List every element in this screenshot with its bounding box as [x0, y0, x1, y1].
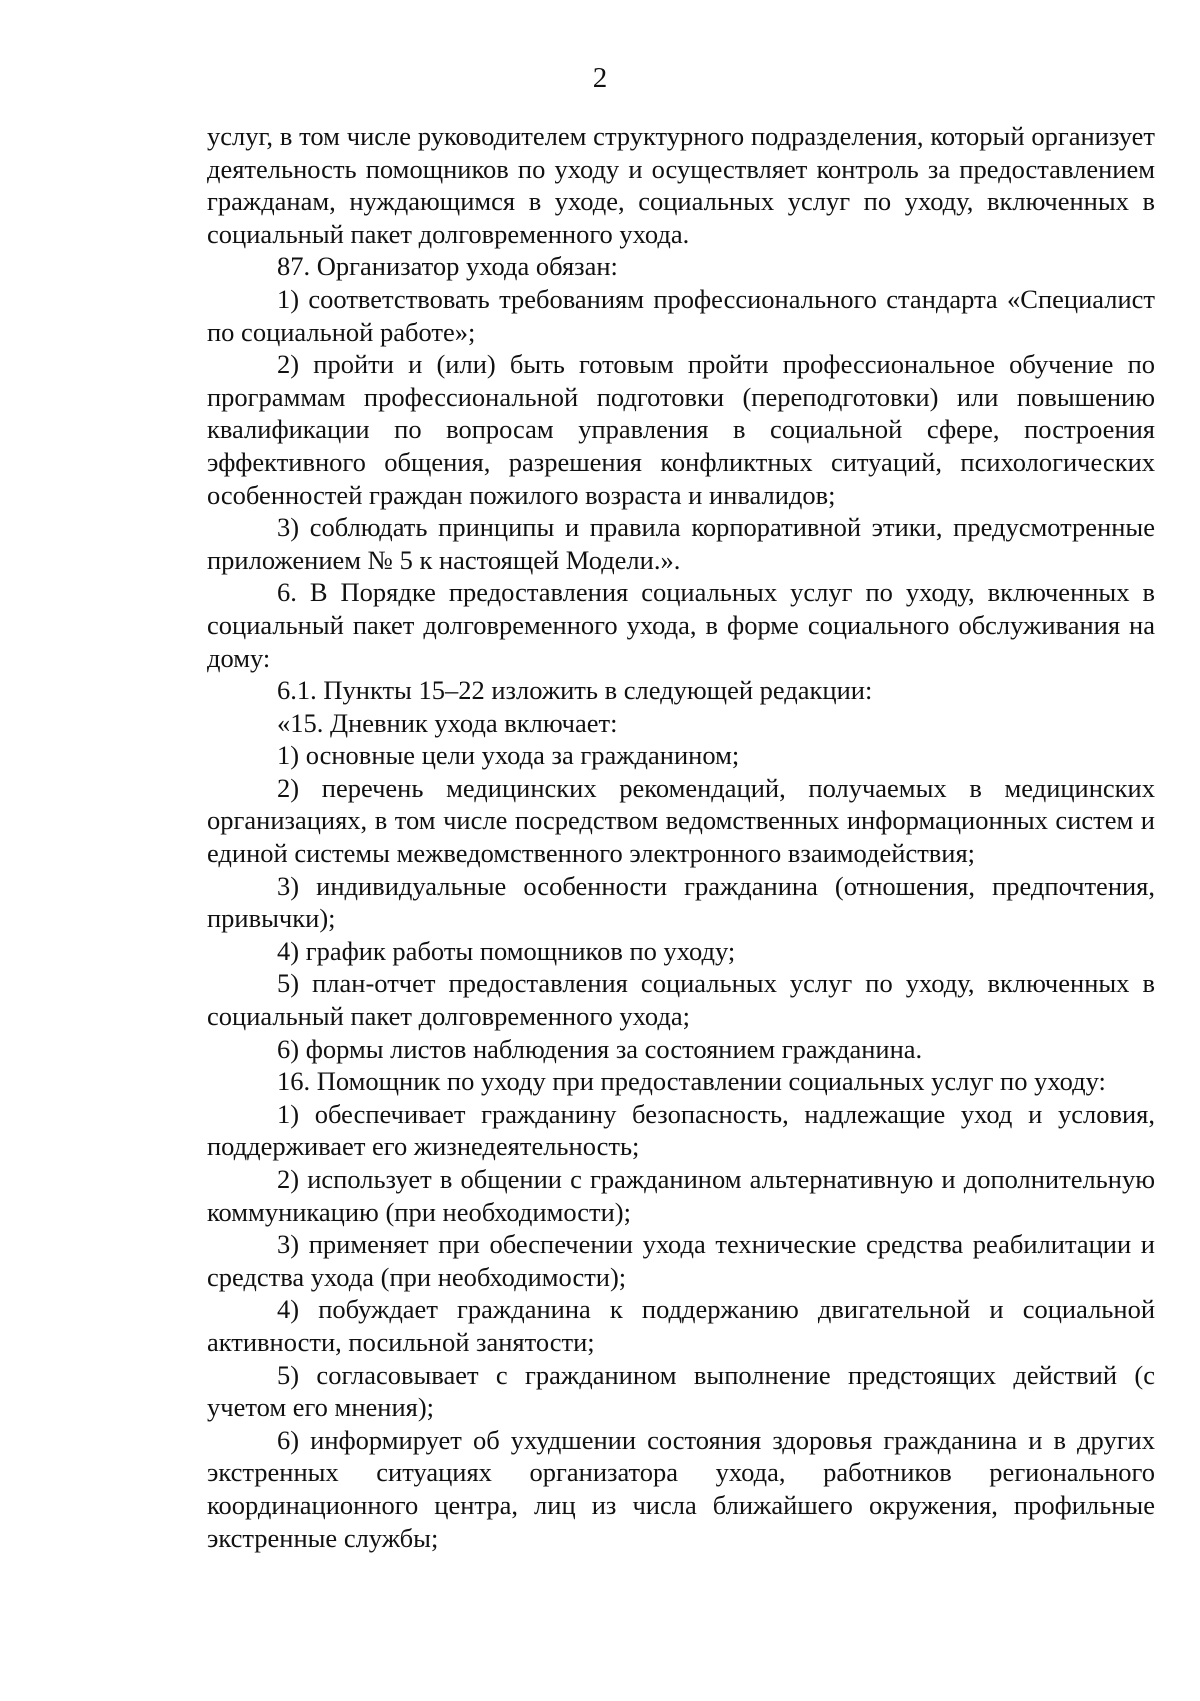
paragraph-16-heading: 16. Помощник по уходу при предоставлении социальных услуг по уходу:: [277, 1066, 1106, 1097]
paragraph-87-item-3: 3) соблюдать принципы и правила корпоративной этики, предусмотренные приложением № 5 к настоящей Модели.».: [207, 512, 1155, 575]
paragraph-continuation: услуг, в том числе руководителем структурного подразделения, который организует деятельность помощников по уходу и осуществляет контроль за предоставлением гражданам, нуждающимся в уходе, социальных услуг по уходу, включенных в социальный пакет долговременного ухода.: [207, 121, 1155, 249]
page-number: 2: [592, 62, 608, 94]
paragraph-87-item-1: 1) соответствовать требованиям профессионального стандарта «Специалист по социальной работе»;: [207, 283, 1155, 347]
paragraph-15-heading: «15. Дневник ухода включает:: [277, 707, 618, 738]
paragraph-section-6: 6. В Порядке предоставления социальных услуг по уходу, включенных в социальный пакет долговременного ухода, в форме социального обслуживания на дому:: [207, 577, 1155, 673]
paragraph-16-item-1: 1) обеспечивает гражданину безопасность, надлежащие уход и условия, поддерживает его жизнедеятельность;: [207, 1098, 1155, 1162]
paragraph-15-item-5: 5) план-отчет предоставления социальных услуг по уходу, включенных в социальный пакет долговременного ухода;: [207, 968, 1155, 1032]
paragraph-15-item-2: 2) перечень медицинских рекомендаций, получаемых в медицинских организациях, в том числе посредством ведомственных информационных систем и единой системы межведомственного электронного взаимодействия;: [207, 772, 1155, 869]
paragraph-87-item-2: 2) пройти и (или) быть готовым пройти профессиональное обучение по программам профессиональной подготовки (переподготовки) или повышению квалификации по вопросам управления в социальной сфере, построения эффективного общения, разрешения конфликтных ситуаций, психологических особенностей граждан пожилого возраста и инвалидов;: [207, 349, 1155, 510]
paragraph-15-item-3: 3) индивидуальные особенности гражданина (отношения, предпочтения, привычки);: [207, 870, 1155, 934]
paragraph-15-item-1: 1) основные цели ухода за гражданином;: [277, 740, 740, 771]
document-body: [207, 120, 1155, 1554]
paragraph-6-1: 6.1. Пункты 15–22 изложить в следующей редакции:: [277, 675, 873, 706]
paragraph-16-item-6: 6) информирует об ухудшении состояния здоровья гражданина и в других экстренных ситуациях организатора ухода, работников регионального координационного центра, лиц из числа ближайшего окружения, профильные экстренные службы;: [207, 1424, 1155, 1553]
paragraph-15-item-6: 6) формы листов наблюдения за состоянием гражданина.: [277, 1033, 923, 1064]
paragraph-16-item-3: 3) применяет при обеспечении ухода технические средства реабилитации и средства ухода (при необходимости);: [207, 1229, 1155, 1292]
paragraph-16-item-2: 2) использует в общении с гражданином альтернативную и дополнительную коммуникацию (при необходимости);: [207, 1164, 1155, 1227]
paragraph-16-item-5: 5) согласовывает с гражданином выполнение предстоящих действий (с учетом его мнения);: [207, 1359, 1155, 1423]
paragraph-87-heading: 87. Организатор ухода обязан:: [277, 251, 618, 282]
paragraph-15-item-4: 4) график работы помощников по уходу;: [277, 935, 736, 966]
paragraph-16-item-4: 4) побуждает гражданина к поддержанию двигательной и социальной активности, посильной занятости;: [207, 1294, 1155, 1357]
